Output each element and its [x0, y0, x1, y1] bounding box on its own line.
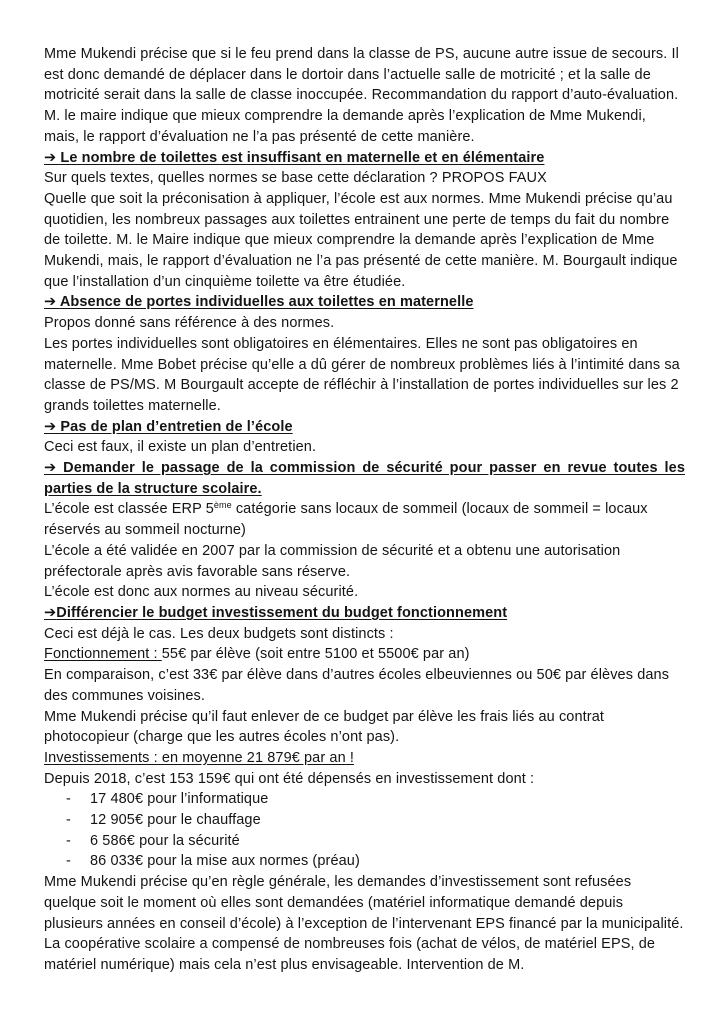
- list-dash-bullet: -: [66, 832, 71, 849]
- list-item: [44, 789, 685, 810]
- list-dash-bullet: -: [66, 853, 71, 870]
- paragraph: [44, 707, 685, 748]
- paragraph: [44, 769, 685, 790]
- arrow-bullet-icon: ➔: [44, 460, 64, 477]
- arrow-bullet-icon: ➔: [44, 604, 57, 621]
- text-run: catégorie sans locaux de sommeil (locaux de sommeil = locaux réservés au sommeil nocturne): [44, 501, 648, 539]
- text-run: Mme Mukendi précise qu’en règle générale, les demandes d’investissement sont refusées quelque soit le moment où elles sont demandées (matériel informatique demandé depuis plusieurs années en conseil d’école) à l’exception de l’intervenant EPS financé par la municipalité. La coopérative scolaire a compensé de nombreuses fois (achat de vélos, de matériel EPS, de matériel numérique) mais cela n’est plus envisageable. Intervention de M.: [44, 874, 684, 973]
- list-dash-bullet: -: [66, 812, 71, 829]
- text-run: Quelle que soit la préconisation à appliquer, l’école est aux normes. Mme Mukendi précise qu’au quotidien, les nombreux passages aux toilettes entrainent une perte de temps du fait du nombre de toilette. M. le Maire indique que mieux comprendre la demande après l’explication de Mme Mukendi, mais, le rapport d’évaluation ne l’a pas présenté de cette manière. M. Bourgault indique que l’installation d’un cinquième toilette va être étudiée.: [44, 190, 678, 290]
- section-heading: [44, 417, 685, 438]
- text-run: Mme Mukendi précise qu’il faut enlever de ce budget par élève les frais liés au contrat photocopieur (charge que les autres écoles n’ont pas).: [44, 708, 604, 746]
- list-item: [44, 810, 685, 831]
- text-run: Les portes individuelles sont obligatoires en élémentaires. Elles ne sont pas obligatoires en maternelle. Mme Bobet précise qu’elle a dû gérer de nombreux problèmes liés à l’intimité dans sa classe de PS/MS. M Bourgault accepte de réfléchir à l’installation de portes individuelles sur les 2 grands toilettes maternelle.: [44, 335, 680, 414]
- arrow-bullet-icon: ➔: [44, 418, 61, 435]
- text-run: Pas de plan d’entretien de l’école: [60, 418, 293, 435]
- text-run: 86 033€ pour la mise aux normes (préau): [90, 853, 360, 870]
- text-run: Ceci est déjà le cas. Les deux budgets sont distincts :: [44, 625, 394, 642]
- text-run: Le nombre de toilettes est insuffisant en maternelle et en élémentaire: [60, 149, 545, 166]
- paragraph: [44, 582, 685, 603]
- paragraph: [44, 644, 685, 665]
- paragraph: [44, 624, 685, 645]
- paragraph: [44, 437, 685, 458]
- text-run: 55€ par élève (soit entre 5100 et 5500€ par an): [161, 646, 470, 663]
- text-run: Fonctionnement :: [44, 646, 162, 663]
- section-heading: [44, 292, 685, 313]
- text-run: Ceci est faux, il existe un plan d’entretien.: [44, 439, 317, 456]
- arrow-bullet-icon: ➔: [44, 149, 61, 166]
- paragraph: [44, 313, 685, 334]
- paragraph: [44, 748, 685, 769]
- paragraph: [44, 872, 685, 976]
- text-run: Sur quels textes, quelles normes se base cette déclaration ? PROPOS FAUX: [44, 170, 547, 187]
- document-body: [44, 44, 685, 976]
- text-run: Différencier le budget investissement du budget fonctionnement: [56, 604, 508, 621]
- text-run: L’école est donc aux normes au niveau sécurité.: [44, 584, 359, 601]
- text-run: Demander le passage de la commission de sécurité pour passer en revue toutes les parties de la structure scolaire.: [44, 460, 685, 497]
- paragraph: [44, 334, 685, 417]
- paragraph: [44, 189, 685, 293]
- text-run: 17 480€ pour l’informatique: [90, 791, 269, 808]
- text-run: En comparaison, c’est 33€ par élève dans d’autres écoles elbeuviennes ou 50€ par élèves dans des communes voisines.: [44, 667, 670, 704]
- paragraph: [44, 44, 685, 148]
- paragraph: [44, 665, 685, 706]
- text-run: L’école a été validée en 2007 par la commission de sécurité et a obtenu une autorisation préfectorale après avis favorable sans réserve.: [44, 542, 621, 580]
- text-run: Depuis 2018, c’est 153 159€ qui ont été dépensés en investissement dont :: [44, 770, 535, 787]
- text-run: 6 586€ pour la sécurité: [90, 832, 240, 849]
- paragraph: [44, 168, 685, 189]
- arrow-bullet-icon: ➔: [44, 294, 60, 311]
- text-run: Mme Mukendi précise que si le feu prend dans la classe de PS, aucune autre issue de secours. Il est donc demandé de déplacer dans le dortoir dans l’actuelle salle de motricité ; et la salle de motricité serait dans la salle de classe inoccupée. Recommandation du rapport d’auto-évaluation. M. le maire indique que mieux comprendre la demande après l’explication de Mme Mukendi, mais, le rapport d’évaluation ne l’a pas présenté de cette manière.: [44, 46, 679, 145]
- section-heading: [44, 148, 685, 169]
- text-run: Investissements : en moyenne 21 879€ par an !: [44, 749, 354, 766]
- text-run: Propos donné sans référence à des normes.: [44, 315, 335, 332]
- superscript-text: ème: [213, 500, 232, 511]
- list-dash-bullet: -: [66, 791, 71, 808]
- section-heading: [44, 603, 685, 624]
- text-run: Absence de portes individuelles aux toilettes en maternelle: [59, 294, 474, 311]
- paragraph: [44, 541, 685, 582]
- paragraph: [44, 499, 685, 540]
- list-item: [44, 831, 685, 852]
- list-item: [44, 851, 685, 872]
- section-heading: [44, 458, 685, 499]
- text-run: 12 905€ pour le chauffage: [90, 812, 261, 829]
- text-run: L’école est classée ERP 5: [44, 501, 214, 518]
